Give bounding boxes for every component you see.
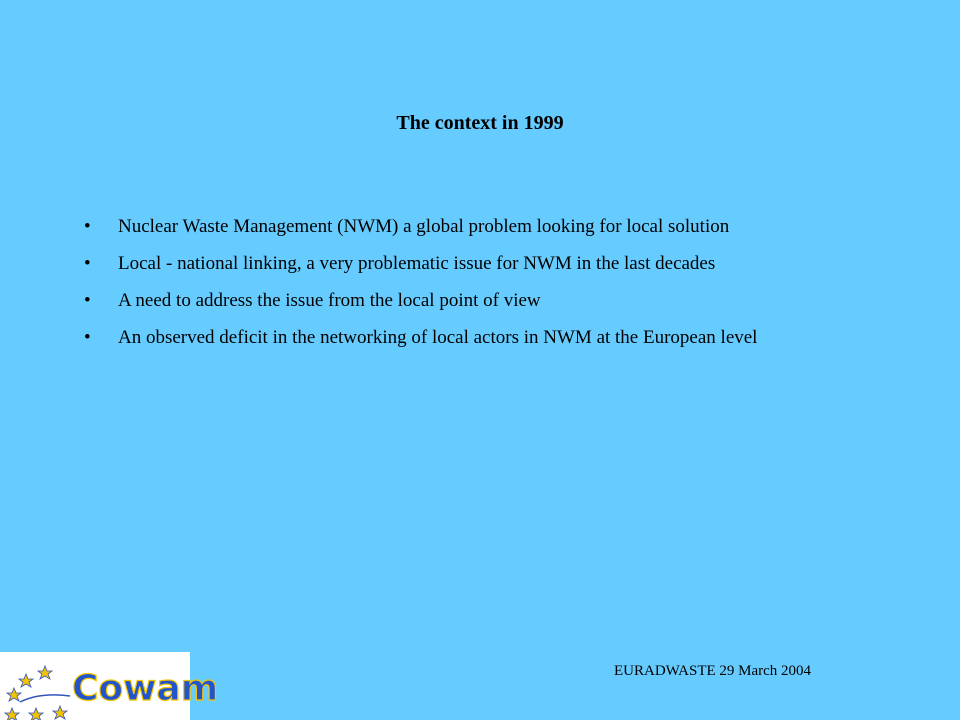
eu-stars-logo-icon [0,652,219,720]
bullet-item: • An observed deficit in the networking of local actors in NWM at the European level [80,325,880,351]
bullet-item: • Nuclear Waste Management (NWM) a global problem looking for local solution [80,214,880,240]
logo-text: Cowam [72,668,219,709]
bullet-list [80,214,880,362]
bullet-item: • A need to address the issue from the local point of view [80,288,880,314]
footer-text: EURADWASTE 29 March 2004 [614,663,812,679]
cowam-logo [0,652,219,720]
bullet-item: • Local - national linking, a very problematic issue for NWM in the last decades [80,251,880,277]
slide-title: The context in 1999 [396,112,564,134]
